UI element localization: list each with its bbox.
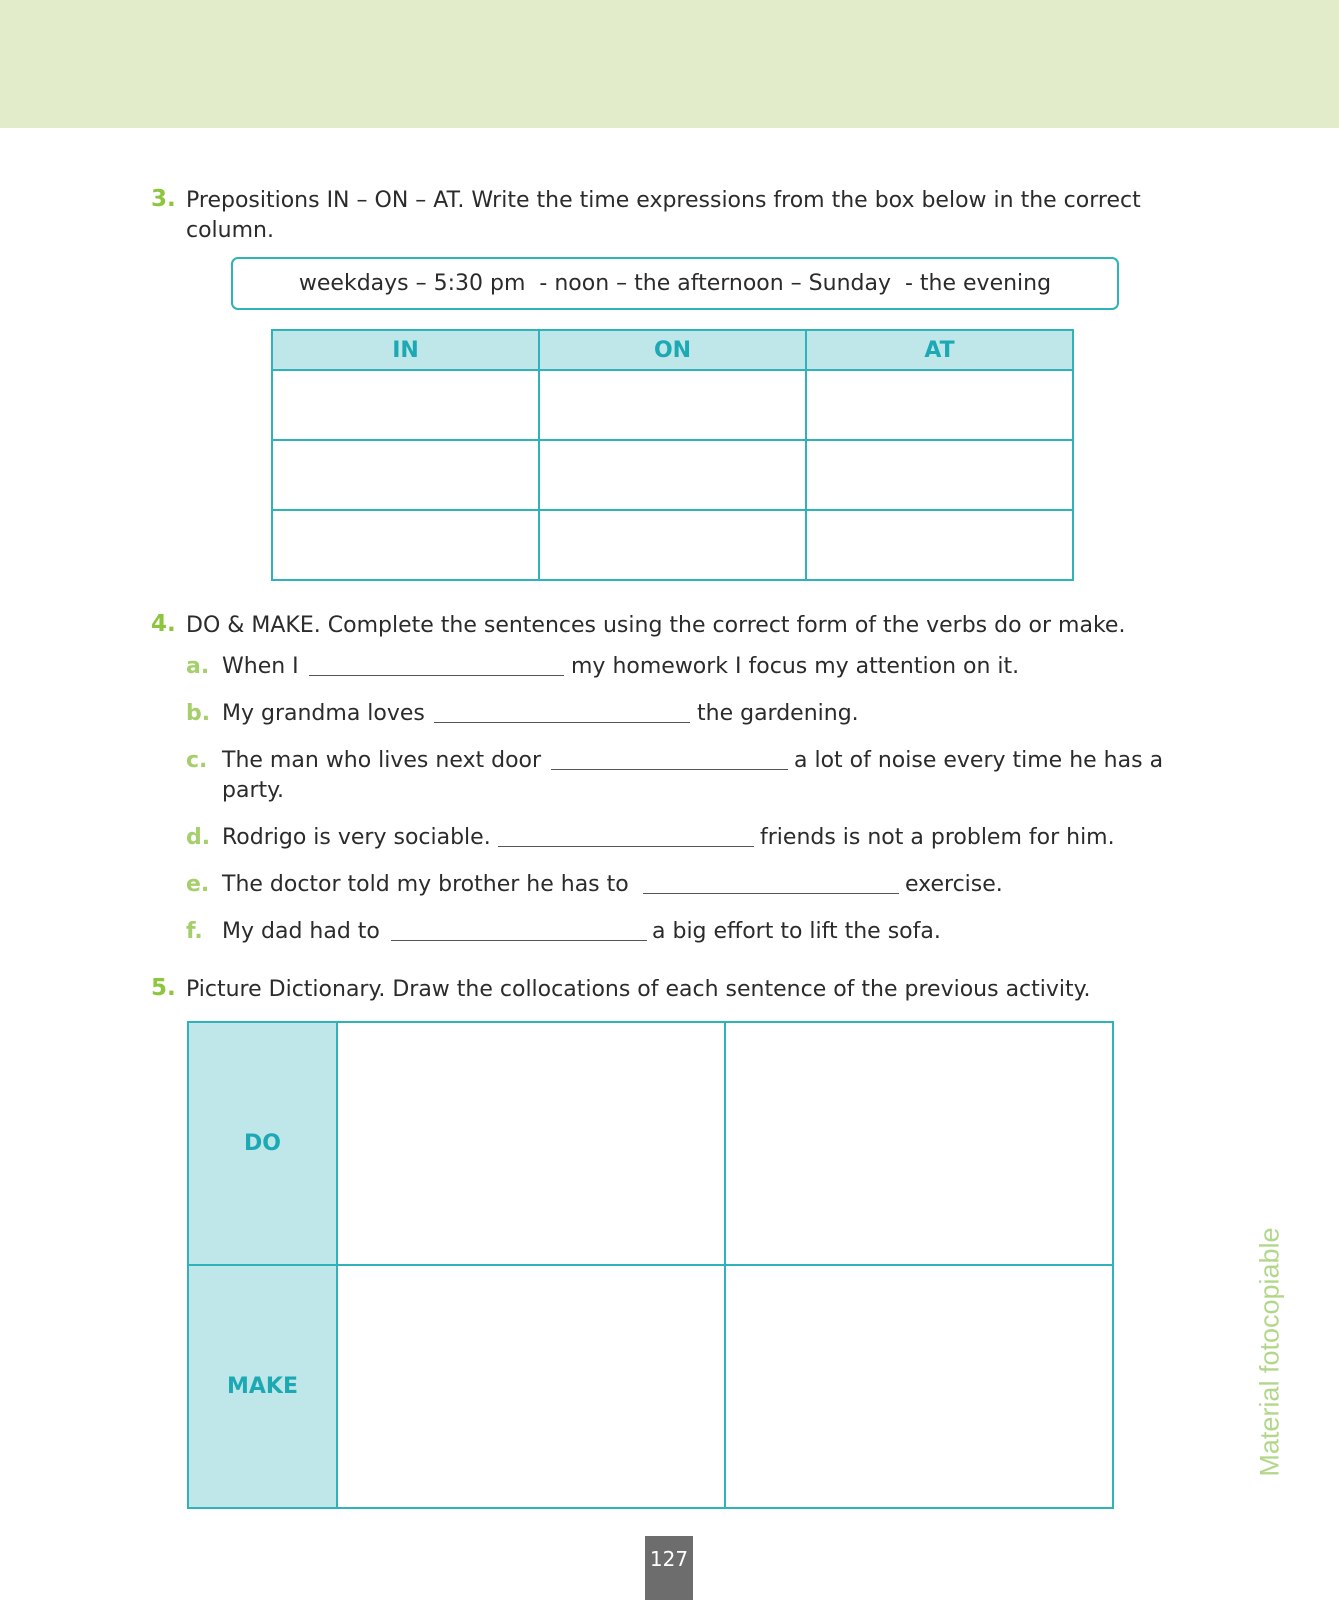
picture-dictionary-grid bbox=[187, 1021, 1114, 1509]
item-c-text-after: a lot of noise every time he has a bbox=[794, 748, 1164, 773]
answer-cell[interactable] bbox=[539, 440, 806, 510]
item-letter-c: c. bbox=[186, 748, 208, 773]
exercise-3-instruction-line1: Prepositions IN – ON – AT. Write the time expressions from the box below in the correct bbox=[186, 188, 1141, 213]
table-row bbox=[188, 1265, 1113, 1508]
item-b-blank[interactable] bbox=[434, 722, 690, 723]
table-row bbox=[272, 370, 1073, 440]
item-f-blank[interactable] bbox=[391, 940, 647, 941]
item-a-text-after: my homework I focus my attention on it. bbox=[571, 654, 1020, 679]
column-header-at: AT bbox=[806, 330, 1073, 370]
item-d-text-before: Rodrigo is very sociable. bbox=[222, 825, 491, 850]
item-b-text-after: the gardening. bbox=[697, 701, 859, 726]
item-f-text-after: a big effort to lift the sofa. bbox=[652, 919, 941, 944]
answer-cell[interactable] bbox=[272, 370, 539, 440]
drawing-cell[interactable] bbox=[337, 1022, 725, 1265]
photocopiable-note: Material fotocopiable bbox=[1254, 1227, 1285, 1477]
item-letter-d: d. bbox=[186, 825, 211, 850]
page-number: 127 bbox=[645, 1536, 693, 1600]
item-a-blank[interactable] bbox=[309, 675, 564, 676]
item-c-text-before: The man who lives next door bbox=[222, 748, 542, 773]
item-f-text-before: My dad had to bbox=[222, 919, 380, 944]
row-label-do: DO bbox=[188, 1022, 337, 1265]
answer-cell[interactable] bbox=[539, 370, 806, 440]
answer-cell[interactable] bbox=[806, 440, 1073, 510]
item-b-text-before: My grandma loves bbox=[222, 701, 425, 726]
row-label-make: MAKE bbox=[188, 1265, 337, 1508]
prepositions-table bbox=[271, 329, 1074, 581]
drawing-cell[interactable] bbox=[725, 1022, 1113, 1265]
exercise-5-instruction: Picture Dictionary. Draw the collocations of each sentence of the previous activity. bbox=[186, 977, 1091, 1002]
item-c-continuation: party. bbox=[222, 778, 284, 803]
word-box: weekdays – 5:30 pm - noon – the afternoon – Sunday - the evening bbox=[231, 257, 1119, 310]
item-c-blank[interactable] bbox=[551, 769, 788, 770]
table-row bbox=[272, 440, 1073, 510]
item-letter-f: f. bbox=[186, 919, 203, 944]
answer-cell[interactable] bbox=[806, 370, 1073, 440]
item-d-blank[interactable] bbox=[498, 846, 754, 847]
item-letter-e: e. bbox=[186, 872, 210, 897]
answer-cell[interactable] bbox=[539, 510, 806, 580]
column-header-on: ON bbox=[539, 330, 806, 370]
column-header-in: IN bbox=[272, 330, 539, 370]
item-e-text-before: The doctor told my brother he has to bbox=[222, 872, 629, 897]
table-row bbox=[272, 510, 1073, 580]
header-band bbox=[0, 0, 1339, 128]
answer-cell[interactable] bbox=[272, 440, 539, 510]
item-letter-b: b. bbox=[186, 701, 211, 726]
drawing-cell[interactable] bbox=[337, 1265, 725, 1508]
answer-cell[interactable] bbox=[272, 510, 539, 580]
exercise-3-number: 3. bbox=[151, 186, 176, 212]
exercise-5-number: 5. bbox=[151, 975, 176, 1001]
answer-cell[interactable] bbox=[806, 510, 1073, 580]
item-letter-a: a. bbox=[186, 654, 210, 679]
item-a-text-before: When I bbox=[222, 654, 299, 679]
item-e-text-after: exercise. bbox=[905, 872, 1003, 897]
exercise-3-instruction-line2: column. bbox=[186, 218, 274, 243]
exercise-4-number: 4. bbox=[151, 611, 176, 637]
table-row bbox=[188, 1022, 1113, 1265]
item-d-text-after: friends is not a problem for him. bbox=[760, 825, 1115, 850]
drawing-cell[interactable] bbox=[725, 1265, 1113, 1508]
item-e-blank[interactable] bbox=[643, 893, 899, 894]
exercise-4-instruction: DO & MAKE. Complete the sentences using the correct form of the verbs do or make. bbox=[186, 613, 1126, 638]
